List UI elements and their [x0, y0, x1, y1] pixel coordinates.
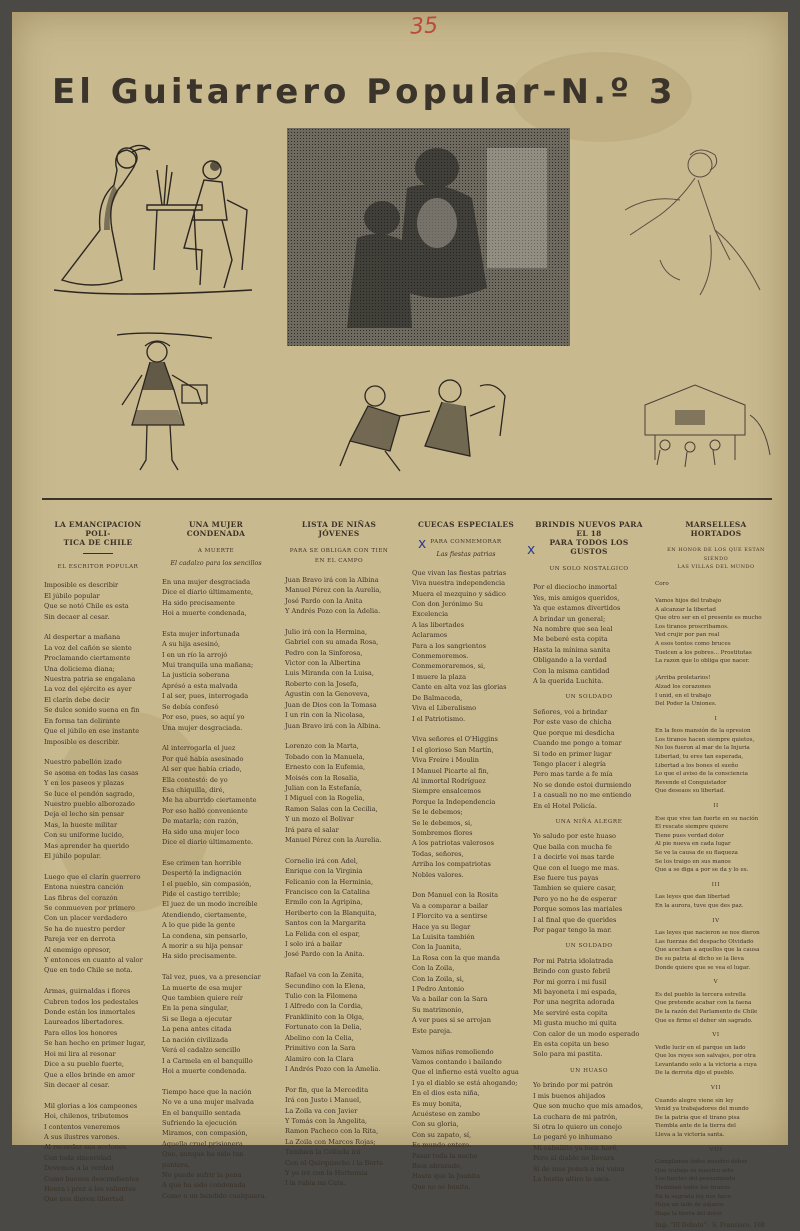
column-heading: UNA MUJER CONDENADA	[186, 520, 246, 538]
section-verse: Cuando alegre viene sin ley Venid ya trabajadores del mundo De la patria que el tirano pisa Tiembla ante de la tierra del Lleva a la victoria santa.	[655, 1097, 749, 1139]
column-byline: UN SOLO NOSTALGICO	[549, 566, 629, 572]
section-verse: Ese que vive tan fuerte en su nación El rescate siempre quiere Tiene pues verdad dolor Al pie nueva en cada lugar Se ve la causa de su flaqueza Se los traigo en sus manos Que a se diga a por se da y lo es.	[655, 815, 759, 874]
column-verse: Imposible es describir El júbilo popular Que se notó Chile es esta Sin decaer al cesar. Al despertar a mañana La voz del cañón se siente Proclamando ciertamente Una doliciema diana; Nuestra patria se engalana La voz del ejército es ayer El clarín debe decir Se dulce sonido suena en fin En forma tan delirante Que el júbilo en ese instante Imposible es describir. Nuestro pabellón izado Se asoma en todas las casas Y en los paseos y plazas Se luce el pendón sagrado, Nuestro pueblo alborozado Deja el lecho sin pensar Mas, la hueste militar Con su uniforme lucido, Mas aprender ha querido El júbilo popular. Luego que el clarín guerrero Entona nuestra canción Las fibras del corazón Se conmueven por primero Con un placer verdadero Se ha de nuestro perder Pareja ver en derrota Al enemigo opresor, Y entonces en cuanto al valor Que en todo Chile se nota. Armas, guirnaldas i flores Cubren todos los pedestales Donde están los inmortales Laureados libertadores. Para ellos los honores Se han hecho en primer lugar, Hoi mi lira al resonar Dice a su pueblo fuerte, Que a ellos brinde en amor Sin decaer al cesar. Mil glorias a los campeones Hoi, chilenos, tributemos I contentos veneremos A sus ilustres varones. Al recordar sus acciones Con toda sinceridad Devemos a la verdad Como buenos descendientes Honra i prez a los valientes Que nos dieron libertad.	[44, 581, 146, 1204]
column-verse: Que vivan las fiestas patrias Viva nuestra independencia Muera el mezquino y sádico Con don Jerónimo Su Excelencia A las libertades Aclaramos Para a los sangrientos Conmemoremos. Conmemoraremos, si, I muere la plaza Cante en alta voz las glorias De Balmaceda, Viva el Liberalismo I el Patriotismo. Viva señores el O'Higgins I el glorioso San Martín, Viva Freire i Moulin I Manuel Picarte al fin, Al inmortal Rodríguez Siempre ensalcemos Porque la Independencia Se le debemos; Se le debemos, si, Sombremos flores A los patriotas valerosos Todas, señores, Arriba los compatriotas Nobles valores. Don Manuel con la Rosita Va a comparar a bailar I Florcito va a sentirse Hace ya su llegar La Luisita también Con la Juanita, La Rosa con la que manda Con la Zoila, Con la Zoila, si, I Pedro Antonio Va a bailar con la Sara Su matrimonio, A ver pues si se arrojan Este pareja. Vamos niñas remoliendo Vamos contando i bailando Que el infierno está vuelto agua I ya el diablo se está ahogando; En el dios esta niña, Es muy bonita, Acuéstese en zambo Con su gloria, Con su zapato, sí, Es mundo entero. Pasar toda la noche Bien abrazado, Hasta que la Juanita Que no se bonita.	[412, 568, 519, 1191]
column-brindis	[533, 520, 645, 1183]
column-emancipacion	[44, 520, 152, 1204]
woman-seated-illustration	[52, 130, 257, 305]
pencil-edge	[12, 12, 788, 14]
page-title: El Guitarrero Popular-N.º 3	[52, 72, 677, 112]
ink-mark: x	[418, 536, 427, 552]
column-verse: En una mujer desgraciada Dice el diario últimamente, Ha sido precisamente Hoi a muerte condenada, Esta mujer infortunada A su hija asesinó, I en un río la arrojó Mui tranquila una mañana; La justicia soberana Aprésó a esta malvada I al ser, pues, interrogada Se debía confesó Por eso, pues, so aquí yo Una mujer desgraciada. Al interrogarla el juez Por qué había asesinado Al ser que había criado, Ella contestó: de yo Esa chiquilla, diré, Me ha aburrido ciertamente Por eso halló conveniente De matarla; con razón, Ha sido una mujer loco Dice el diario últimamente. Ese crimen tan horrible Despertó la indignación I el pueblo, sin compasión, Pide el castigo terrible; El juez de un modo increíble Atendiendo, ciertamente, A lo que pide la gente La condena, sin pensarlo, A morir a su hija pensar Ha sido precisamente. Tal vez, pues, va a presenciar La muerte de esa mujer Que tambien quiere reír En la pena singular, Si se llega a ejecutar La pena antes citada La nación civilizada Verá el cadalzo sencillo I a Carmela en el banquillo Hoi a muerte condenada. Tiempo hace que la nación No ve a una mujer malvada En el banquillo sentada Sufriendo la ejecución Miramos, con compasión, Aquella cruel prisionera Que, aunque ha sido tan pantera, No puede sufrir la pena A que ha sido condenada Como a un bandido cualquiera.	[162, 577, 267, 1200]
column-heading: LA EMANCIPACION POLI- TICA DE CHILE	[54, 520, 142, 547]
section-verse: Las leyes que nacieron se nos dieron Las fuerzas del despacho Olvidado Que acechan a aquellos que la causa De su patria al dicho se la lleva Donde quiere que se vea el lugar.	[655, 930, 760, 971]
column-byline: PARA CONMEMORAR	[430, 539, 502, 545]
column-heading: CUECAS ESPECIALES	[418, 520, 514, 529]
sailor-girl-illustration	[112, 330, 217, 478]
column-byline: EN HONOR DE LOS QUE ESTAN SIENDO LAS VILLAS DEL MUNDO	[667, 547, 765, 571]
ink-mark: x	[527, 542, 536, 558]
section-heading: UN SOLDADO	[565, 943, 613, 950]
column-lista-ninas	[285, 520, 393, 1188]
column-byline: EL ESCRITOR POPULAR	[57, 564, 139, 570]
column-verse: Juan Bravo irá con la Albina Manuel Pérez con la Aurelia, José Pardo con la Anita Y Andrés Pozo con la Adelia. Julio irá con la Hermina, Gabriel con su amada Rosa, Pedro con la Sinforosa, Victor con la Albertina Luis Miranda con la Luisa, Roberto con la Josefa, Agustin con la Genoveva, Juan de Dios con la Tomasa I un rin con la Nicolasa, Juan Bravo irá con la Albina. Lorenzo con la Marta, Tobado con la Manuela, Ernesto con la Eufemia, Moisés con la Rosalia, Julian con la Estefanía, I Miguel con la Rogelia, Ramon Salas con la Cecilia, Y un mozo el Bolivar Irá para el salar Manuel Pérez con la Aurelia. Cornelio irá con Adel, Enrique con la Virginia Felicanio con la Herminia, Francisco con la Catalina Ermilo con la Agripina, Heriberto con la Blanquita, Santos con la Margarita La Felida con el espar, I solo irá a bailar José Pardo con la Anita. Rafael va con la Zenita, Secundino con la Elena, Tulio con la Filomena I Alfredo con la Cordia, Franklinito con la Olga, Fortunato con la Delia, Abelino con la Celia, Primitivo con la Sara Alamiro con la Clara I Andrés Pozo con la Amelia. Por fin, que la Mercedita Irá con Justo i Manuel, La Zoila va con Javier Y Tomás con la Angelita, Ramon Pacheco con la Rita, La Zoila con Marcos Rojas; Tambien la Celinda irá Con el Quirquincho i la Berta Y yo iré con la Hortensia I la rubia mi Cata.	[285, 575, 384, 1188]
section-heading: UN HUASO	[569, 1067, 609, 1074]
column-byline: A MUERTE	[197, 548, 235, 554]
section-verse: Por mi Patria idolatrada Brindo con gusto febril Por mi gorra i mi fusil Mi bayoneta i mi espada, Por una negrita adorada Me serviré esta copita Mi gusta mucho mi quita Con calor de un modo esperado En esta copita un beso Solo para mi pastita.	[533, 956, 640, 1059]
column-mujer-condenada	[162, 520, 270, 1200]
section-heading: UNA NIÑA ALEGRE	[555, 818, 623, 825]
section-verse: Vedle lucir en el parque un lado Que los reyes son salvajes, por otra Levantando solo a la victoria a cuya De la derrota dijo el pueblo.	[655, 1044, 757, 1077]
column-byline: PARA SE OBLIGAR CON TIEN EN EL CAMPO	[289, 548, 389, 565]
column-cuecas	[412, 520, 520, 1191]
section-verse: Es del pueblo la tercera estrella Que pretende acabar con la faena De la razón del Parlamento de Chile Que es firme el deber sin sagrado.	[655, 991, 758, 1024]
column-heading: BRINDIS NUEVOS PARA EL 18 PARA TODOS LOS GUSTOS	[535, 520, 643, 556]
couple-halftone-photo	[287, 128, 570, 346]
column-verse: Por el dieciocho inmortal Yes, mis amigos queridos, Ya que estamos divertidos A brindar un general; Na nombre que sea leal Me beberé esta copita Hasta la mínima sanita Obligando a la verdad Con la misma cantidad A la querida Luchita.	[533, 583, 621, 686]
column-marsellesa	[655, 520, 777, 1230]
reaching-woman-sketch	[620, 140, 770, 300]
column-verse: Coro Vamos hijos del trabajo A alcanzar la libertad Que otro ser en el presente es mucho Los tiranos proscribamos. Ved crujir por pan real A esos tontos como bruces Tuelcen a los pobres... Prostitutas La razon que lo obliga que nacer. ¡Arriba proletarios! Alzad los corazones I unid, en el trabajo Del Poder la Uniones.	[655, 580, 762, 708]
folio-number: 35	[409, 13, 439, 40]
section-divider	[42, 498, 772, 500]
section-heading: II	[713, 803, 719, 810]
section-heading: UN SOLDADO	[565, 694, 613, 701]
section-verse: Cumplamos todos nuestro deber Que trabajo es nuestro arte Los fuertes del pensamiento Tiemblan todos los tiranos En la sagrada ley nos hace Haya un lado de pájaros Haga la tierra del dolor.	[655, 1159, 748, 1217]
section-verse: En la feos mansión de la opresion Los tiranos hacen siempre quietos, No los fueron al mar de la Injuria Libertad, tu eres tan esperada, Libertad a los bones el sueño Lo que el aviso de la consciencia Revende el Conquistador Que deseaos su libertad.	[655, 728, 755, 795]
column-heading: LISTA DE NIÑAS JÓVENES	[301, 520, 377, 538]
rule-ornament	[83, 553, 113, 554]
section-heading: VIII	[709, 1146, 723, 1153]
men-struggling-illustration	[330, 366, 510, 476]
column-subtitle: Las fiestas patrias	[436, 550, 496, 559]
column-heading: MARSELLESA HORTADOS	[685, 520, 747, 538]
section-verse: Yo saludo por este huaso Que baila con mucha fe I a decirle voi mas tarde Que con el luego me mas. Ese fuere tus payas Tambien se quiere casar, Pero yo no he de esperar Porque somos las mariales I al final que de querides Por pagar tengo la mar.	[533, 832, 623, 934]
section-verse: Señores, voi a brindar Por este vaso de chicha Que porque mi desdicha Cuando me pongo a tomar Si todo en primer lugar Tengo placer i alegría Pero mas tarde a fe mía No se donde estoi durmiendo I a casuali no no me entiendo En el Hotel Policía.	[533, 707, 632, 810]
section-heading: IV	[712, 917, 720, 924]
printer-imprint: Imp. "El Debate" - S. Francisco, 168	[655, 1222, 765, 1230]
section-heading: VII	[710, 1085, 722, 1092]
section-verse: Yo brindo por mi patrón I mis buenos ahijados Que son mucho que mis amados, La cuchara de mi patrón, Si otra lo quiero un conejo Lo pegaré yo inhumano Mi caballito ya bien haré, Pero al diablo no llevara Si de mas ponen a mi vaina La bestia altiro le saca.	[533, 1081, 643, 1183]
section-heading: VI	[712, 1032, 720, 1039]
section-heading: V	[713, 979, 719, 986]
section-heading: III	[711, 881, 721, 888]
section-verse: Las leyes que dan libertad En la aurora, tuve que des paz.	[655, 894, 744, 909]
section-heading: I	[714, 715, 718, 722]
column-subtitle: El cadalzo para los sencillos	[170, 559, 262, 568]
village-scene-illustration	[635, 375, 775, 470]
